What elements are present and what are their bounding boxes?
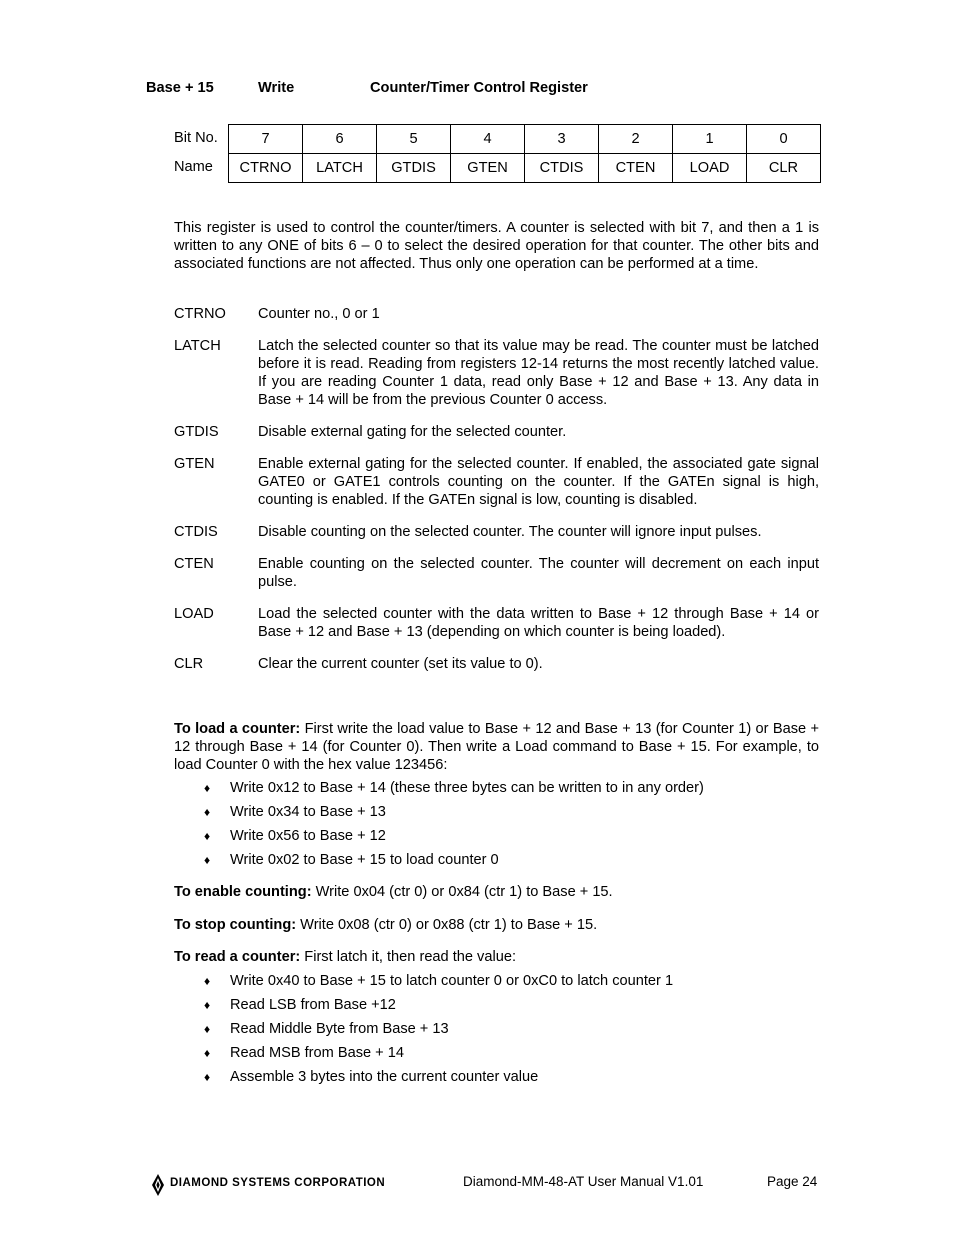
diamond-logo-icon (152, 1174, 162, 1192)
stop-counting-paragraph: To stop counting: Write 0x08 (ctr 0) or 0x88 (ctr 1) to Base + 15. (174, 917, 598, 933)
bullet-diamond-icon: ♦ (204, 974, 211, 988)
name-cell: CTRNO (229, 154, 303, 183)
definition-term: CTEN (174, 556, 214, 572)
bit-cell: 2 (599, 125, 673, 154)
definition-desc: Enable external gating for the selected counter. If enabled, the associated gate signal GATE0 or GATE1 controls counting on the counter. If the GATEn signal is high, counting is enabled. If the GATEn signal is low, counting is disabled. (258, 456, 819, 508)
bit-cell: 1 (673, 125, 747, 154)
name-cell: CLR (747, 154, 821, 183)
list-item: ♦ Read MSB from Base + 14 (204, 1045, 404, 1061)
bullet-diamond-icon: ♦ (204, 781, 211, 795)
company-name: DIAMOND SYSTEMS CORPORATION (170, 1177, 386, 1189)
company-logo (152, 1174, 385, 1192)
list-item: ♦ Write 0x12 to Base + 14 (these three bytes can be written to in any order) (204, 780, 704, 796)
name-cell: LOAD (673, 154, 747, 183)
bullet-diamond-icon: ♦ (204, 1070, 211, 1084)
definition-term: GTEN (174, 456, 215, 472)
name-cell: CTEN (599, 154, 673, 183)
read-counter-paragraph: To read a counter: First latch it, then read the value: (174, 949, 517, 965)
load-steps-list (204, 779, 704, 875)
definition-term: CTRNO (174, 306, 226, 322)
name-label: Name (174, 159, 213, 175)
definition-desc: Disable counting on the selected counter. The counter will ignore input pulses. (258, 524, 762, 540)
definition-term: CLR (174, 656, 204, 672)
enable-counting-label: To enable counting: (174, 884, 312, 900)
name-cell: GTDIS (377, 154, 451, 183)
register-title: Counter/Timer Control Register (370, 80, 588, 96)
load-counter-label: To load a counter: (174, 721, 301, 737)
load-counter-text: First write the load value to Base + 12 and Base + 13 (for Counter 1) or Base + 12 through Base + 14 (for Counter 0). Then write a Load command to Base + 15. For example, to load Counter 0 with the hex value 123456: (174, 721, 820, 773)
register-address: Base + 15 (146, 80, 214, 96)
definition-desc: Disable external gating for the selected counter. (258, 424, 567, 440)
definition-term: CTDIS (174, 524, 218, 540)
bit-number-row (229, 125, 821, 154)
register-mode: Write (258, 80, 295, 96)
name-cell: GTEN (451, 154, 525, 183)
definition-term: LATCH (174, 338, 221, 354)
definition-desc: Clear the current counter (set its value to 0). (258, 656, 543, 672)
read-steps-list (204, 972, 673, 1092)
bit-name-row (229, 154, 821, 183)
bullet-diamond-icon: ♦ (204, 853, 211, 867)
enable-counting-paragraph: To enable counting: Write 0x04 (ctr 0) or 0x84 (ctr 1) to Base + 15. (174, 884, 613, 900)
name-cell: LATCH (303, 154, 377, 183)
bit-no-label: Bit No. (174, 130, 218, 146)
bullet-diamond-icon: ♦ (204, 1022, 211, 1036)
bullet-diamond-icon: ♦ (204, 1046, 211, 1060)
bit-cell: 7 (229, 125, 303, 154)
load-counter-paragraph (174, 720, 819, 774)
definition-desc: Load the selected counter with the data written to Base + 12 through Base + 14 or Base + 12 and Base + 13 (depending on which counter is being loaded). (258, 606, 819, 640)
definition-desc: Enable counting on the selected counter. The counter will decrement on each input pulse. (258, 556, 819, 590)
bit-cell: 3 (525, 125, 599, 154)
bit-cell: 4 (451, 125, 525, 154)
bullet-diamond-icon: ♦ (204, 805, 211, 819)
definition-desc: Latch the selected counter so that its value may be read. The counter must be latched before it is read. Reading from registers 12-14 returns the most recently latched value. If you are reading Counter 1 data, read only Base + 12 and Base + 13. Any data in Base + 14 will be from the previous Counter 0 access. (258, 338, 819, 408)
bit-cell: 0 (747, 125, 821, 154)
list-item: ♦ Read Middle Byte from Base + 13 (204, 1021, 449, 1037)
list-item: ♦ Write 0x40 to Base + 15 to latch counter 0 or 0xC0 to latch counter 1 (204, 973, 674, 989)
list-item: ♦ Read LSB from Base +12 (204, 997, 396, 1013)
bit-cell: 6 (303, 125, 377, 154)
register-bit-table (228, 124, 821, 183)
definition-desc: Counter no., 0 or 1 (258, 306, 380, 322)
definition-term: GTDIS (174, 424, 219, 440)
stop-counting-label: To stop counting: (174, 917, 297, 933)
list-item: ♦ Assemble 3 bytes into the current counter value (204, 1069, 539, 1085)
manual-title: Diamond-MM-48-AT User Manual V1.01 (463, 1174, 704, 1189)
bullet-diamond-icon: ♦ (204, 998, 211, 1012)
name-cell: CTDIS (525, 154, 599, 183)
list-item: ♦ Write 0x02 to Base + 15 to load counter 0 (204, 852, 499, 868)
definition-term: LOAD (174, 606, 214, 622)
read-counter-label: To read a counter: (174, 949, 301, 965)
page-number: Page 24 (767, 1174, 818, 1189)
list-item: ♦ Write 0x56 to Base + 12 (204, 828, 386, 844)
intro-paragraph: This register is used to control the counter/timers. A counter is selected with bit 7, and then a 1 is written to any ONE of bits 6 – 0 to select the desired operation for that counter. The other bits and associated functions are not affected. Thus only one operation can be performed at a time. (174, 220, 819, 272)
list-item: ♦ Write 0x34 to Base + 13 (204, 804, 386, 820)
bullet-diamond-icon: ♦ (204, 829, 211, 843)
bit-cell: 5 (377, 125, 451, 154)
